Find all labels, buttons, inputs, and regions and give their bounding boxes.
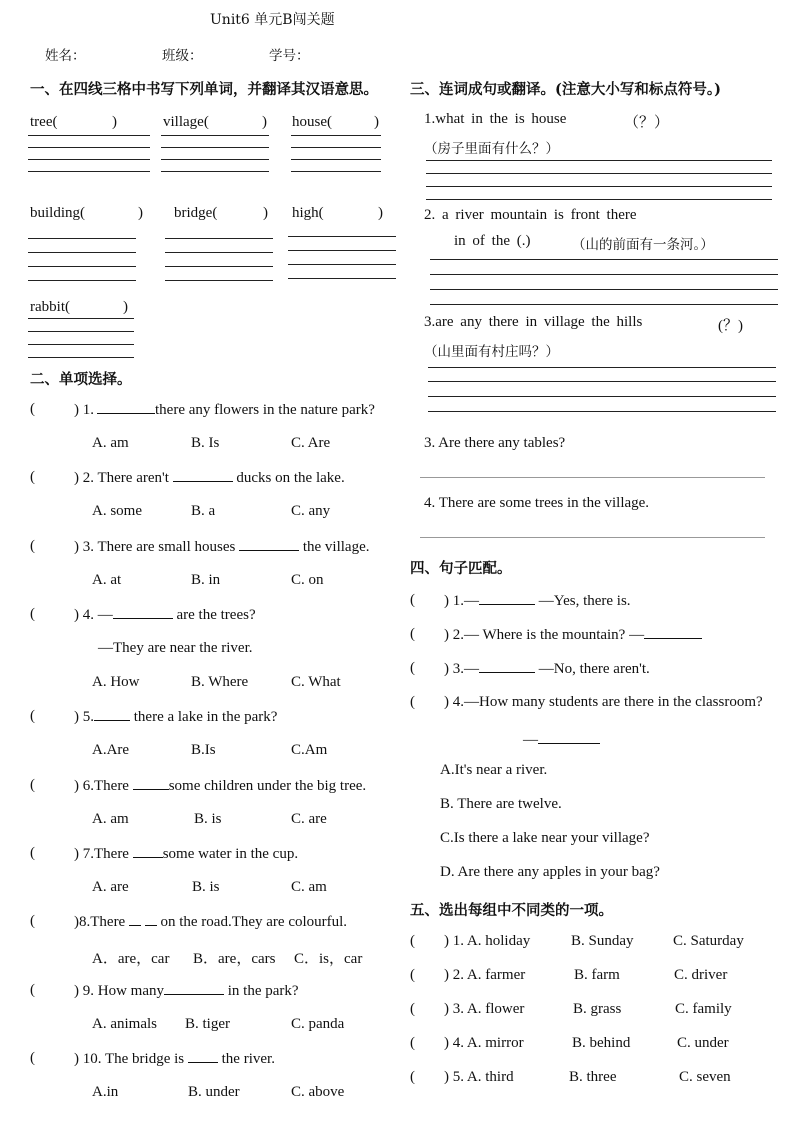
option-b[interactable]: B．are，cars [193, 951, 276, 967]
blank[interactable] [94, 708, 130, 721]
option-c[interactable]: C. above [291, 1084, 345, 1100]
scramble-2-line2: in of the (.) [454, 233, 531, 249]
blank[interactable] [538, 731, 600, 744]
word-label: building( [30, 205, 85, 221]
scramble-2: 2. a river mountain is front there [424, 207, 637, 223]
option-c[interactable]: C. panda [291, 1016, 345, 1032]
option-a[interactable]: A. are [92, 879, 129, 895]
blank[interactable] [97, 401, 155, 414]
close-paren: ) [262, 114, 267, 130]
scramble-2-chinese: （山的前面有一条河。） [572, 237, 714, 253]
answer-paren: ( [30, 777, 35, 793]
option-b[interactable]: B. under [188, 1084, 240, 1100]
option-a[interactable]: A. am [92, 811, 129, 827]
blank[interactable] [644, 626, 702, 639]
option-c[interactable]: C. on [291, 572, 324, 588]
close-paren: ) [263, 205, 268, 221]
translate-1: 3. Are there any tables? [424, 435, 566, 451]
blank[interactable] [479, 660, 535, 673]
option-b[interactable]: B. Is [191, 435, 220, 451]
question-1: ) 1. there any flowers in the nature park? [74, 402, 375, 418]
scramble-3-chinese: （山里面有村庄吗？） [424, 344, 559, 360]
option-c[interactable]: C. are [291, 811, 327, 827]
blank[interactable] [145, 913, 157, 926]
odd-one-3-b[interactable]: B. grass [573, 1001, 622, 1017]
answer-paren: ( [410, 626, 415, 642]
option-a[interactable]: A. at [92, 572, 122, 588]
match-1: ) 1.— —Yes, there is. [444, 593, 631, 609]
match-2: ) 2.— Where is the mountain? — [444, 626, 702, 644]
blank[interactable] [164, 982, 224, 995]
word-label: house( [292, 114, 332, 130]
option-b[interactable]: B. is [194, 811, 222, 827]
scramble-1-chinese: （房子里面有什么？） [424, 141, 559, 157]
match-option-a: A.It's near a river. [440, 762, 548, 778]
option-b[interactable]: B. tiger [185, 1016, 230, 1032]
class-label: 班级： [162, 48, 203, 64]
odd-one-1-a[interactable]: ) 1. A. holiday [444, 933, 531, 949]
match-option-b: B. There are twelve. [440, 796, 562, 812]
answer-paren: ( [30, 538, 35, 554]
option-a[interactable]: A. some [92, 503, 142, 519]
section-4-title: 四、句子匹配。 [410, 560, 512, 577]
question-5: ) 5. there a lake in the park? [74, 709, 278, 725]
answer-paren: ( [30, 1050, 35, 1066]
option-b[interactable]: B. in [191, 572, 221, 588]
word-label: rabbit( [30, 299, 70, 315]
option-b[interactable]: B. a [191, 503, 216, 519]
option-b[interactable]: B. Where [191, 674, 249, 690]
section-1-title: 一、在四线三格中书写下列单词，并翻译其汉语意思。 [30, 81, 378, 98]
odd-one-4-c[interactable]: C. under [677, 1035, 729, 1051]
blank[interactable] [133, 777, 169, 790]
answer-paren: ( [410, 694, 415, 710]
close-paren: ) [374, 114, 379, 130]
blank[interactable] [173, 469, 233, 482]
answer-paren: ( [30, 913, 35, 929]
blank[interactable] [239, 538, 299, 551]
question-4: ) 4. — are the trees? [74, 607, 256, 623]
match-option-d: D. Are there any apples in your bag? [440, 864, 660, 880]
answer-paren: ( [410, 967, 415, 983]
match-3: ) 3.— —No, there aren't. [444, 661, 650, 677]
answer-paren: ( [410, 1035, 415, 1051]
odd-one-5-c[interactable]: C. seven [679, 1069, 731, 1085]
question-10: ) 10. The bridge is the river. [74, 1051, 275, 1067]
match-4-response: — [523, 731, 600, 749]
odd-one-2-a[interactable]: ) 2. A. farmer [444, 967, 526, 983]
option-c[interactable]: C. Are [291, 435, 331, 451]
question-2: ) 2. There aren't ducks on the lake. [74, 470, 345, 486]
question-3: ) 3. There are small houses the village. [74, 539, 370, 555]
blank[interactable] [129, 913, 141, 926]
option-c[interactable]: C. What [291, 674, 341, 690]
odd-one-1-c[interactable]: C. Saturday [673, 933, 744, 949]
option-b[interactable]: B.Is [191, 742, 216, 758]
answer-paren: ( [30, 982, 35, 998]
option-a[interactable]: A. How [92, 674, 140, 690]
word-label: village( [163, 114, 209, 130]
scramble-1: 1.what in the is house [424, 111, 567, 127]
section-2-title: 二、单项选择。 [30, 371, 132, 388]
match-option-c: C.Is there a lake near your village? [440, 830, 650, 846]
close-paren: ) [138, 205, 143, 221]
odd-one-2-c[interactable]: C. driver [674, 967, 728, 983]
answer-paren: ( [410, 933, 415, 949]
id-label: 学号： [269, 48, 310, 64]
blank[interactable] [133, 845, 163, 858]
close-paren: ) [378, 205, 383, 221]
odd-one-3-a[interactable]: ) 3. A. flower [444, 1001, 525, 1017]
answer-paren: ( [30, 708, 35, 724]
answer-paren: ( [30, 845, 35, 861]
option-a[interactable]: A.in [92, 1084, 119, 1100]
section-3-title: 三、连词成句或翻译。(注意大小写和标点符号。) [410, 81, 721, 98]
odd-one-4-b[interactable]: B. behind [572, 1035, 631, 1051]
option-b[interactable]: B. is [192, 879, 220, 895]
close-paren: ) [112, 114, 117, 130]
option-a[interactable]: A．are，car [92, 951, 170, 967]
name-label: 姓名： [45, 48, 86, 64]
odd-one-1-b[interactable]: B. Sunday [571, 933, 634, 949]
question-9: ) 9. How many in the park? [74, 983, 299, 999]
answer-paren: ( [410, 1069, 415, 1085]
option-a[interactable]: A. am [92, 435, 129, 451]
odd-one-3-c[interactable]: C. family [675, 1001, 732, 1017]
option-a[interactable]: A.Are [92, 742, 130, 758]
odd-one-2-b[interactable]: B. farm [574, 967, 620, 983]
scramble-1-mark: （？） [624, 115, 670, 131]
page-title: Unit6 单元B闯关题 [210, 12, 335, 28]
odd-one-5-a[interactable]: ) 5. A. third [444, 1069, 514, 1085]
answer-paren: ( [410, 1001, 415, 1017]
option-a[interactable]: A. animals [92, 1016, 157, 1032]
odd-one-4-a[interactable]: ) 4. A. mirror [444, 1035, 524, 1051]
question-4-response: —They are near the river. [98, 640, 253, 656]
answer-paren: ( [410, 592, 415, 608]
section-5-title: 五、选出每组中不同类的一项。 [410, 902, 613, 919]
option-c[interactable]: C. any [291, 503, 331, 519]
close-paren: ) [123, 299, 128, 315]
translate-2: 4. There are some trees in the village. [424, 495, 650, 511]
odd-one-5-b[interactable]: B. three [569, 1069, 617, 1085]
answer-paren: ( [30, 401, 35, 417]
answer-paren: ( [30, 606, 35, 622]
match-4: ) 4.—How many students are there in the classroom? [444, 694, 763, 710]
word-label: bridge( [174, 205, 218, 221]
word-label: tree( [30, 114, 58, 130]
question-7: ) 7.There some water in the cup. [74, 846, 299, 862]
question-6: ) 6.There some children under the big tree. [74, 778, 367, 794]
option-c[interactable]: C.Am [291, 742, 328, 758]
question-8: )8.There on the road.They are colourful. [74, 914, 348, 930]
answer-paren: ( [30, 469, 35, 485]
scramble-3: 3.are any there in village the hills [424, 314, 643, 330]
scramble-3-mark: (？) [718, 318, 743, 334]
answer-paren: ( [410, 660, 415, 676]
blank[interactable] [113, 606, 173, 619]
option-c[interactable]: C. am [291, 879, 327, 895]
blank[interactable] [479, 592, 535, 605]
option-c[interactable]: C．is，car [294, 951, 363, 967]
blank[interactable] [188, 1050, 218, 1063]
word-label: high( [292, 205, 324, 221]
